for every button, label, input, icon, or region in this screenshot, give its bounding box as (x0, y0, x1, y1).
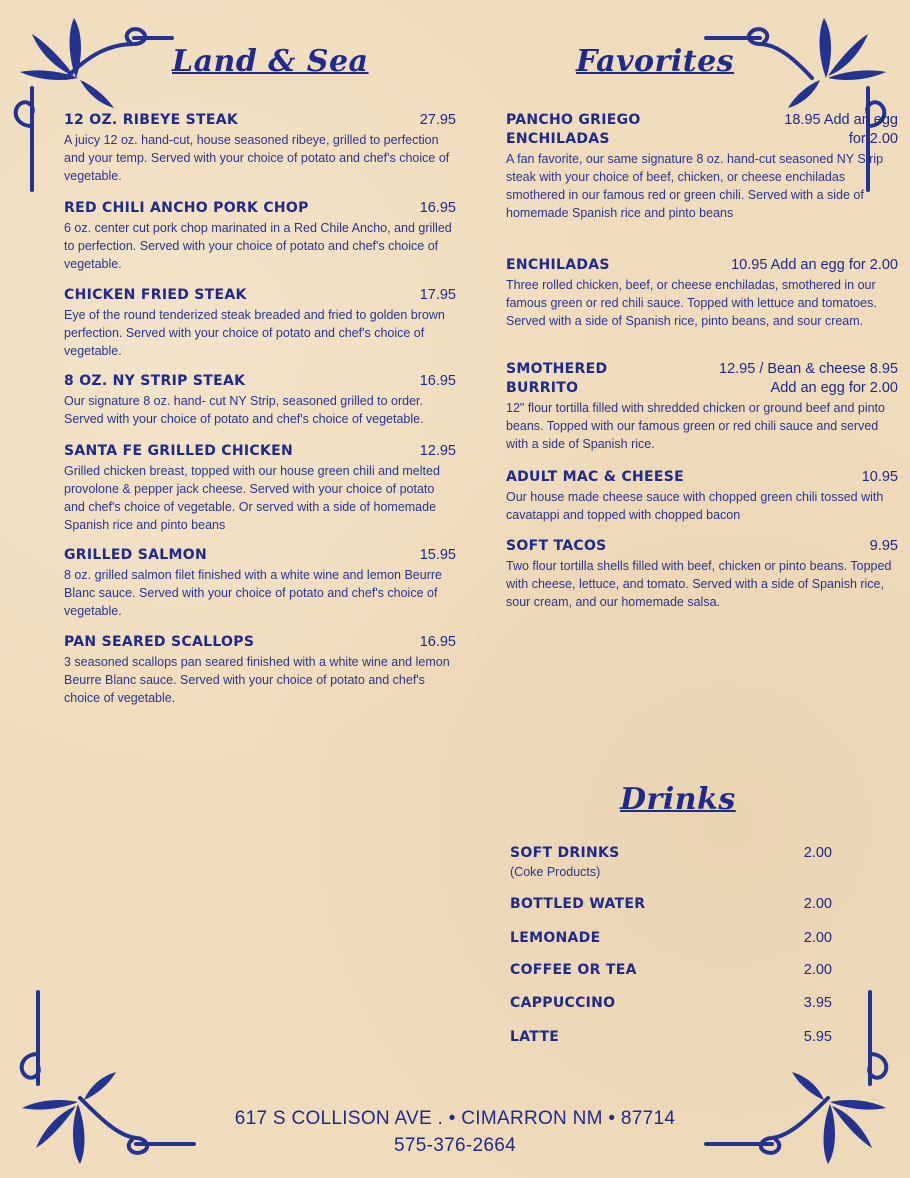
menu-item (506, 360, 898, 453)
menu-item-name: SANTA FE GRILLED CHICKEN (64, 443, 293, 459)
drink-price: 2.00 (803, 930, 832, 946)
menu-item-price: 16.95 (419, 373, 456, 389)
drink-name: BOTTLED WATER (510, 896, 646, 912)
footer-address: 617 S COLLISON AVE . • CIMARRON NM • 87714 (234, 1108, 676, 1129)
menu-item-description: Two flour tortilla shells filled with beef, chicken or pinto beans. Topped with cheese, lettuce, and tomato. Served with a side of Spanish rice, sour cream, and our homemade salsa. (506, 559, 892, 609)
menu-item-name: PANCHO GRIEGO ENCHILADAS (506, 112, 641, 147)
menu-item-price: 12.95 (419, 443, 456, 459)
drink-row (510, 930, 832, 946)
menu-item-name: SMOTHERED BURRITO (506, 361, 608, 396)
menu-item-name: ENCHILADAS (506, 257, 610, 273)
menu-item-description: Our house made cheese sauce with chopped green chili tossed with cavatappi and topped with chopped bacon (506, 490, 884, 522)
menu-item-price: 10.95 Add an egg for 2.00 (731, 257, 898, 273)
menu-item-name: ADULT MAC & CHEESE (506, 469, 685, 485)
drink-price: 3.95 (803, 995, 832, 1011)
menu-item (506, 111, 898, 222)
menu-item (64, 442, 456, 534)
drink-name: LATTE (510, 1029, 560, 1045)
menu-item-name: RED CHILI ANCHO PORK CHOP (64, 200, 309, 216)
drink-row (510, 896, 832, 912)
footer-phone: 575-376-2664 (394, 1135, 516, 1156)
menu-item-price: 15.95 (419, 547, 456, 563)
drink-price: 2.00 (803, 845, 832, 861)
drink-row (510, 1029, 832, 1045)
menu-item (64, 286, 456, 360)
drink-price: 2.00 (803, 896, 832, 912)
menu-item-price: 17.95 (419, 287, 456, 303)
menu-item-name: SOFT TACOS (506, 538, 607, 554)
land-sea-title: Land & Sea (172, 44, 369, 79)
menu-item-description: 6 oz. center cut pork chop marinated in a Red Chile Ancho, and grilled to perfection. Served with your choice of potato and chef's choice of vegetable. (64, 221, 452, 271)
menu-item (64, 546, 456, 620)
menu-item (506, 537, 898, 611)
drink-name: SOFT DRINKS (510, 845, 620, 861)
menu-item-name: PAN SEARED SCALLOPS (64, 634, 255, 650)
menu-item (64, 111, 456, 185)
menu-item-description: Eye of the round tenderized steak breaded and fried to golden brown perfection. Served with your choice of potato and chef's choice of vegetable. (64, 308, 445, 358)
menu-item-description: Our signature 8 oz. hand- cut NY Strip, seasoned grilled to order. Served with your choice of potato and chef's choice of vegetable. (64, 394, 424, 426)
menu-item (64, 199, 456, 273)
menu-item-name: CHICKEN FRIED STEAK (64, 287, 247, 303)
menu-item-description: 12" flour tortilla filled with shredded chicken or ground beef and pinto beans. Topped with our famous green or red chili sauce and served with a side of Spanish rice. (506, 401, 885, 451)
menu-item-price: 10.95 (861, 469, 898, 485)
menu-item (64, 633, 456, 707)
menu-item-description: A juicy 12 oz. hand-cut, house seasoned ribeye, grilled to perfection and your temp. Served with your choice of potato and chef's choice of vegetable. (64, 133, 450, 183)
menu-item-name: 8 OZ. NY STRIP STEAK (64, 373, 246, 389)
menu-item-price: 16.95 (419, 634, 456, 650)
menu-item-description: Grilled chicken breast, topped with our house green chili and melted provolone & pepper jack cheese. Served with your choice of potato and chef's choice of vegetable. Or served with a side of homemade Spanish rice and pinto beans (64, 464, 440, 532)
drink-price: 5.95 (803, 1029, 832, 1045)
drink-name: CAPPUCCINO (510, 995, 616, 1011)
menu-item (506, 256, 898, 330)
menu-item (506, 468, 898, 524)
menu-item-price: 18.95 Add an egg for 2.00 (784, 112, 898, 147)
menu-item-price: 9.95 (869, 538, 898, 554)
drink-subtitle: (Coke Products) (510, 865, 601, 879)
drink-row (510, 995, 832, 1011)
menu-item-description: 3 seasoned scallops pan seared finished with a white wine and lemon Beurre Blanc sauce. Served with your choice of potato and chef's choice of vegetable. (64, 655, 450, 705)
menu-item-description: A fan favorite, our same signature 8 oz. hand-cut seasoned NY Strip steak with your choice of beef, chicken, or cheese enchiladas smothered in our famous red or green chili. Served with a side of homemade Spanish rice and pinto beans (506, 152, 884, 220)
drink-name: COFFEE OR TEA (510, 962, 637, 978)
drink-row (510, 962, 832, 978)
menu-item (64, 372, 456, 428)
menu-item-description: Three rolled chicken, beef, or cheese enchiladas, smothered in our famous green or red chili sauce. Topped with lettuce and tomatoes. Served with a side of Spanish rice, pinto beans, and sour cream. (506, 278, 877, 328)
favorites-title: Favorites (576, 44, 735, 79)
drink-name: LEMONADE (510, 930, 601, 946)
menu-item-description: 8 oz. grilled salmon filet finished with a white wine and lemon Beurre Blanc sauce. Served with your choice of potato and chef's choice of vegetable. (64, 568, 442, 618)
drink-price: 2.00 (803, 962, 832, 978)
menu-item-price: 16.95 (419, 200, 456, 216)
drink-row (510, 845, 832, 861)
menu-item-name: 12 OZ. RIBEYE STEAK (64, 112, 238, 128)
menu-item-name: GRILLED SALMON (64, 547, 207, 563)
menu-item-price: 27.95 (419, 112, 456, 128)
menu-item-price: 12.95 / Bean & cheese 8.95 Add an egg for 2.00 (719, 361, 898, 396)
drinks-title: Drinks (620, 782, 736, 817)
